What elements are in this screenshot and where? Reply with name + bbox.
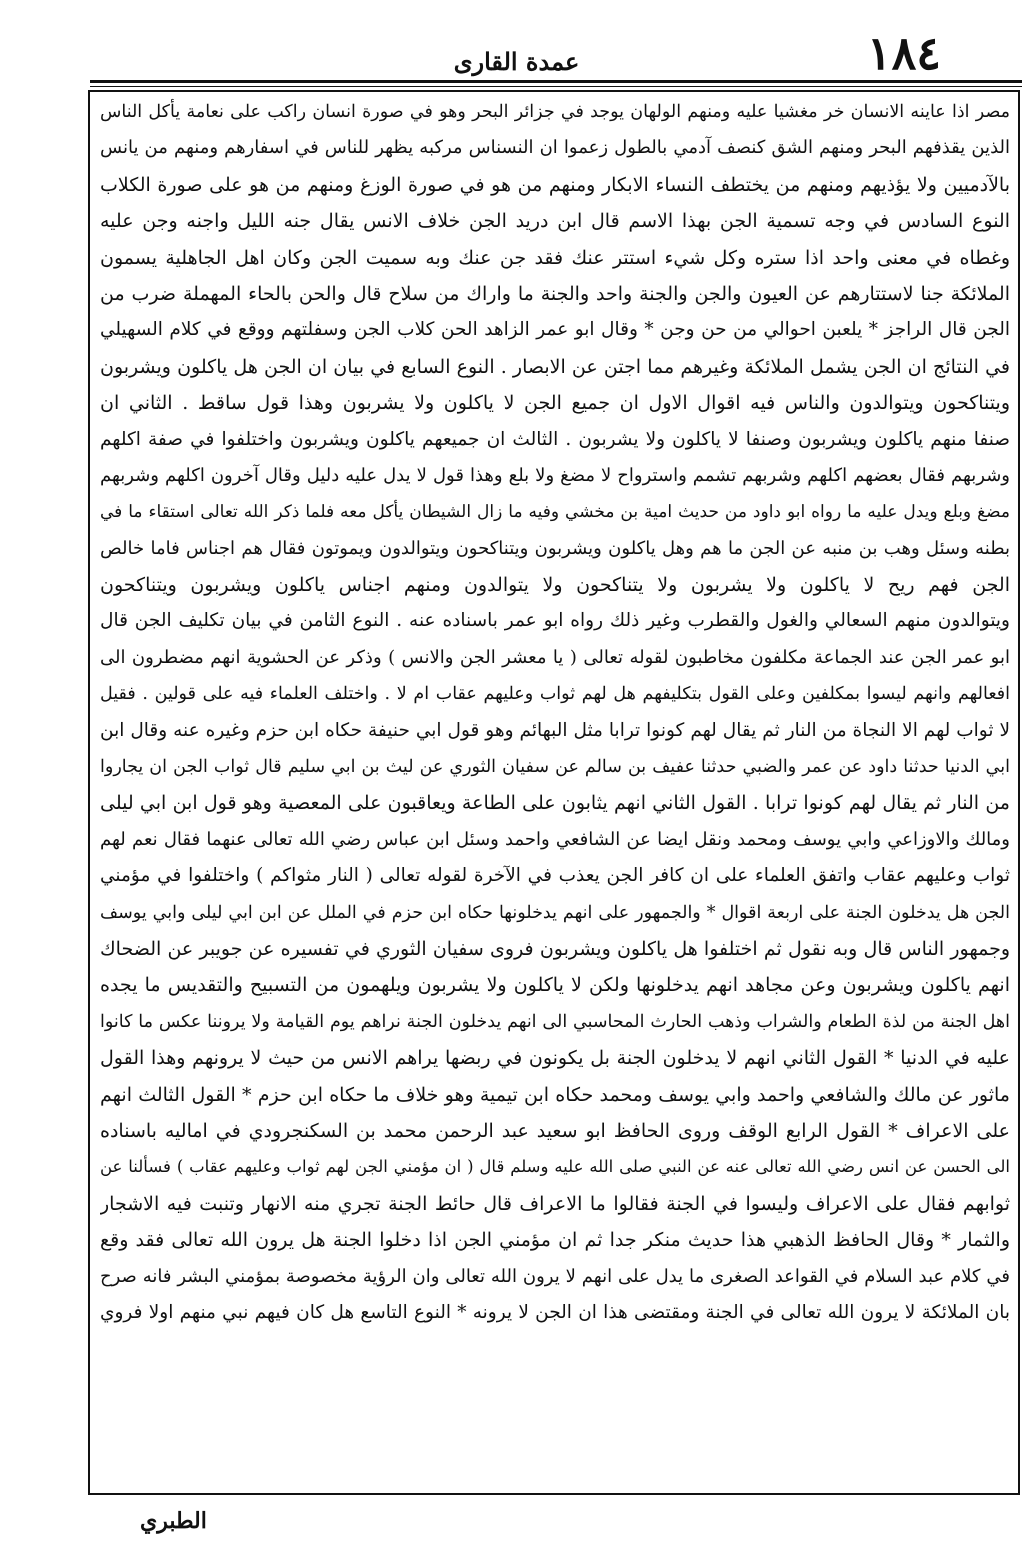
body-text bbox=[100, 94, 1010, 1490]
text-line: بان الملائكة لا يرون الله تعالى في الجنة ومقتضى هذا ان الجن لا يرونه * النوع التاسع هل كان فيهم نبي منهم اولا فروي bbox=[100, 1301, 1010, 1323]
text-line: الجن فهم ريح لا ياكلون ولا يشربون ولا يتناكحون ولا يتوالدون ومنهم اجناس ياكلون ويشربون ويتناكحون bbox=[100, 574, 1010, 597]
header-rule-thick bbox=[90, 80, 1022, 83]
footer-catchword: الطبري bbox=[140, 1508, 207, 1534]
text-line: من النار ثم يقال لهم كونوا ترابا . القول الثاني انهم يثابون على الطاعة ويعاقبون على المعصية وهو قول ابن ابي ليلى bbox=[100, 792, 1010, 815]
text-line: وغطاه في معنى واحد اذا ستره وكل شيء استتر عنك فقد جن عنك وبه سميت الجن وكان اهل الجاهلية يسمون bbox=[100, 246, 1010, 269]
text-line: مصر اذا عاينه الانسان خر مغشيا عليه ومنهم الولهان يوجد في جزائر البحر وهو في صورة انسان راكب على نعامة يأكل الناس bbox=[100, 102, 1010, 122]
running-head: عمدة القاری bbox=[453, 47, 580, 76]
text-line: انهم ياكلون ويشربون وعن مجاهد انهم يدخلونها ولكن لا ياكلون ولا يشربون ويلهمون من التسبيح والتقديس ما يجده bbox=[100, 974, 1010, 997]
text-line: ويتوالدون منهم السعالي والغول والقطرب وغير ذلك رواه ابو عمر باسناده عنه . النوع الثامن في بيان تكليف الجن قال bbox=[100, 610, 1010, 632]
text-line: مضغ وبلع ويدل عليه ما رواه ابو داود من حديث امية بن مخشي وفيه ما زال الشيطان يأكل معه فلما ذكر الله تعالى استقاء ما في bbox=[100, 502, 1010, 523]
text-line: عليه في الدنيا * القول الثاني انهم لا يدخلون الجنة بل يكونون في ربضها يراهم الانس من حيث لا يرونهم وهذا القول bbox=[100, 1047, 1010, 1070]
page-number: ١٨٤ bbox=[866, 26, 941, 80]
text-line: وجمهور الناس قال وبه نقول ثم اختلفوا هل ياكلون ويشربون فروى سفيان الثوري في تفسيره عن جويبر عن الضحاك bbox=[100, 937, 1010, 960]
text-line: ثوابهم فقال على الاعراف وليسوا في الجنة فقالوا ما الاعراف قال حائط الجنة تجري منه الانهار وتنبت فيه الاشجار bbox=[100, 1192, 1010, 1215]
text-line: النوع السادس في وجه تسمية الجن بهذا الاسم قال ابن دريد الجن خلاف الانس يقال جنه الليل واجنه وجن عليه bbox=[100, 210, 1010, 233]
text-line: وشربهم فقال بعضهم اكلهم وشربهم تشمم واسترواح لا مضغ ولا بلع وهذا قول لا يدل عليه دليل وقال آخرون اكلهم وشربهم bbox=[100, 464, 1010, 486]
text-line: في كلام عبد السلام في القواعد الصغرى ما يدل على انهم لا يرون الله تعالى وان الرؤية مخصوصة بمؤمني البشر فانه صرح bbox=[100, 1265, 1010, 1287]
text-line: ماثور عن مالك والشافعي واحمد وابي يوسف ومحمد حكاه ابن تيمية وهو خلاف ما حكاه ابن حزم * القول الثالث انهم bbox=[100, 1083, 1010, 1106]
text-line: الملائكة جنا لاستتارهم عن العيون والجن والجنة واحد والجنة ما واراك من سلاح قال والحن بالحاء المهملة ضرب من bbox=[100, 282, 1010, 305]
text-line: لا ثواب لهم الا النجاة من النار ثم يقال لهم كونوا ترابا مثل البهائم وهو قول ابي حنيفة حكاه ابن حزم وغيره عنه وقال ابن bbox=[100, 719, 1010, 741]
text-line: بالآدميين ولا يؤذيهم ومنهم من يختطف النساء الابكار ومنهم من هو في صورة الوزغ ومنهم من هو على صورة الكلاب bbox=[100, 173, 1010, 196]
text-line: ابي الدنيا حدثنا داود عن عمر والضبي حدثنا عفيف بن سالم عن سفيان الثوري عن ليث بن ابي سليم قال ثواب الجن ان يجاروا bbox=[100, 757, 1010, 778]
text-line: اهل الجنة من لذة الطعام والشراب وذهب الحارث المحاسبي الى انهم يدخلون الجنة نراهم يوم القيامة ولا يروننا عكس ما كانوا bbox=[100, 1011, 1010, 1032]
text-line: الجن هل يدخلون الجنة على اربعة اقوال * والجمهور على انهم يدخلونها حكاه ابن حزم في الملل عن ابن ابي ليلى وابي يوسف bbox=[100, 902, 1010, 923]
text-line: الى الحسن عن انس رضي الله تعالى عنه عن النبي صلى الله عليه وسلم قال ( ان مؤمني الجن لهم ثواب وعليهم عقاب ) فسألنا عن bbox=[100, 1157, 1010, 1177]
text-line: الجن قال الراجز * يلعبن احوالي من حن وجن * وقال ابو عمر الزاهد الحن كلاب الجن وسفلتهم ووقع في كلام السهيلي bbox=[100, 319, 1010, 341]
text-line: افعالهم وانهم ليسوا بمكلفين وعلى القول بتكليفهم هل لهم ثواب وعليهم عقاب ام لا . واختلف العلماء فيه على قولين . فقيل bbox=[100, 684, 1010, 705]
text-line: ابو عمر الجن عند الجماعة مكلفون مخاطبون لقوله تعالى ( يا معشر الجن والانس ) وذكر عن الحشوية انهم مضطرون الى bbox=[100, 646, 1010, 668]
text-line: على الاعراف * القول الرابع الوقف وروى الحافظ ابو سعيد عبد الرحمن محمد بن السكنجرودي في اماليه باسناده bbox=[100, 1119, 1010, 1142]
text-line: ويتناكحون ويتوالدون والناس فيه اقوال الاول ان جميع الجن لا ياكلون ولا يشربون وهذا قول ساقط . الثاني ان bbox=[100, 392, 1010, 415]
text-line: بطنه وسئل وهب بن منبه عن الجن ما هم وهل ياكلون ويشربون ويتناكحون ويتوالدون ويموتون فقال هم اجناس فاما خالص bbox=[100, 537, 1010, 559]
text-line: والثمار * وقال الحافظ الذهبي هذا حديث منكر جدا ثم ان مؤمني الجن اذا دخلوا الجنة هل يرون الله تعالى فقد وقع bbox=[100, 1229, 1010, 1252]
text-line: ثواب وعليهم عقاب واتفق العلماء على ان كافر الجن يعذب في الآخرة لقوله تعالى ( النار مثواكم ) واختلفوا في مؤمني bbox=[100, 865, 1010, 887]
text-line: في النتائج ان الجن يشمل الملائكة وغيرهم مما اجتن عن الابصار . النوع السابع في بيان ان الجن هل ياكلون ويشربون bbox=[100, 355, 1010, 378]
text-line: الذين يقذفهم البحر ومنهم الشق كنصف آدمي بالطول زعموا ان النسناس مركبه يظهر للناس في اسفارهم ومنهم من يانس bbox=[100, 137, 1010, 159]
text-line: ومالك والاوزاعي وابي يوسف ومحمد ونقل ايضا عن الشافعي واحمد وسئل ابن عباس رضي الله تعالى عنهما فقال نعم لهم bbox=[100, 828, 1010, 850]
header-rule-thin bbox=[90, 86, 1022, 87]
text-line: صنفا منهم ياكلون ويشربون وصنفا لا ياكلون ولا يشربون . الثالث ان جميعهم ياكلون ويشربون واختلفوا في صفة اكلهم bbox=[100, 428, 1010, 450]
